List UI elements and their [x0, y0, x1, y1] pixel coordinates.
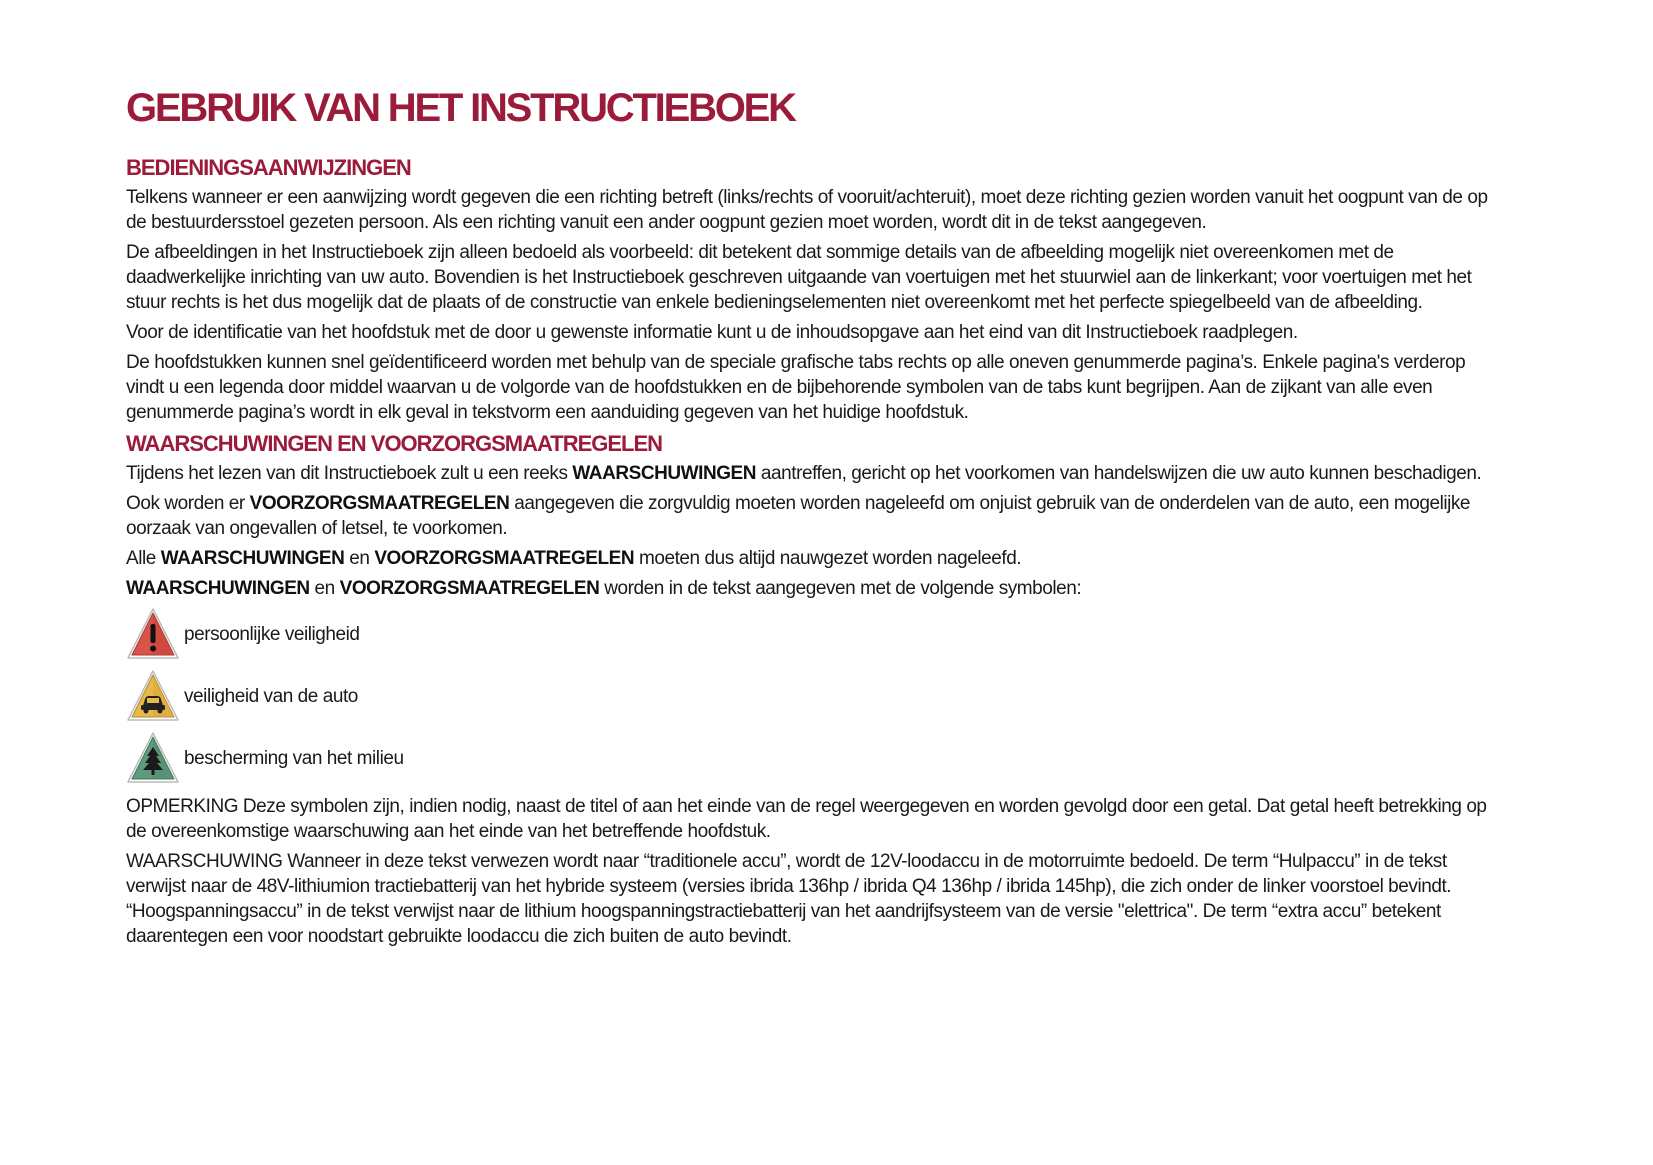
paragraph: WAARSCHUWINGEN en VOORZORGSMAATREGELEN worden in de tekst aangegeven met de volgende symbolen: [126, 578, 1082, 599]
page-title: GEBRUIK VAN HET INSTRUCTIEBOEK [126, 86, 795, 130]
paragraph: Alle WAARSCHUWINGEN en VOORZORGSMAATREGELEN moeten dus altijd nauwgezet worden nageleefd. [126, 548, 1022, 569]
section-heading-operating-instructions: BEDIENINGSAANWIJZINGEN [126, 155, 411, 180]
paragraph: Tijdens het lezen van dit Instructieboek zult u een reeks WAARSCHUWINGEN aantreffen, gericht op het voorkomen van handelswijzen die uw auto kunnen beschadigen. [126, 463, 1482, 484]
symbol-label: persoonlijke veiligheid [184, 623, 360, 645]
symbol-label: veiligheid van de auto [184, 685, 358, 707]
paragraph: De afbeeldingen in het Instructieboek zijn alleen bedoeld als voorbeeld: dit betekent dat sommige details van de afbeelding mogelijk niet overeenkomen met de daadwerkelijke inrichting van uw auto. Bovendien is het Instructieboek geschreven uitgaande van voertuigen met het stuurwiel aan de linkerkant; voor voertuigen met het stuur rechts is het dus mogelijk dat de plaats of de constructie van enkele bedieningselementen niet overeenkomt met het perfecte spiegelbeeld van de afbeelding. [126, 242, 1472, 313]
paragraph: Ook worden er VOORZORGSMAATREGELEN aangegeven die zorgvuldig moeten worden nageleefd om onjuist gebruik van de onderdelen van de auto, een mogelijke oorzaak van ongevallen of letsel, te voorkomen. [126, 493, 1471, 539]
symbol-row-vehicle-safety [126, 668, 1501, 724]
section-heading-warnings: WAARSCHUWINGEN EN VOORZORGSMAATREGELEN [126, 431, 663, 456]
warning-triangle-yellow-car-icon [126, 668, 180, 724]
symbol-row-personal-safety [126, 606, 1501, 662]
symbol-label: bescherming van het milieu [184, 747, 404, 769]
paragraph: Telkens wanneer er een aanwijzing wordt gegeven die een richting betreft (links/rechts of vooruit/achteruit), moet deze richting gezien worden vanuit het oogpunt van de op de bestuurdersstoel gezeten persoon. Als een richting vanuit een ander oogpunt gezien moet worden, wordt dit in de tekst aangegeven. [126, 187, 1488, 233]
warning-triangle-green-tree-icon [126, 730, 180, 786]
bold-term: WAARSCHUWINGEN [160, 548, 345, 569]
symbol-row-environment [126, 730, 1501, 786]
warning-triangle-red-exclamation-icon [126, 606, 180, 662]
bold-term: WAARSCHUWINGEN [126, 578, 310, 599]
bold-term: WAARSCHUWINGEN [572, 463, 757, 484]
bold-term: VOORZORGSMAATREGELEN [339, 578, 600, 599]
manual-page [126, 82, 1501, 954]
paragraph: De hoofdstukken kunnen snel geïdentificeerd worden met behulp van de speciale grafische tabs rechts op alle oneven genummerde pagina’s. Enkele pagina's verderop vindt u een legenda door middel waarvan u de volgorde van de hoofdstukken en de bijbehorende symbolen van de tabs kunt begrijpen. Aan de zijkant van alle even genummerde pagina’s wordt in elk geval in tekstvorm een aanduiding gegeven van het huidige hoofdstuk. [126, 352, 1466, 423]
bold-term: VOORZORGSMAATREGELEN [249, 493, 510, 514]
note-paragraph: OPMERKING Deze symbolen zijn, indien nodig, naast de titel of aan het einde van de regel weergegeven en worden gevolgd door een getal. Dat getal heeft betrekking op de overeenkomstige waarschuwing aan het einde van het betreffende hoofdstuk. [126, 796, 1487, 842]
bold-term: VOORZORGSMAATREGELEN [374, 548, 635, 569]
paragraph: Voor de identificatie van het hoofdstuk met de door u gewenste informatie kunt u de inhoudsopgave aan het eind van dit Instructieboek raadplegen. [126, 322, 1298, 343]
warning-paragraph: WAARSCHUWING Wanneer in deze tekst verwezen wordt naar “traditionele accu”, wordt de 12V-loodaccu in de motorruimte bedoeld. De term “Hulpaccu” in de tekst verwijst naar de 48V-lithiumion tractiebatterij van het hybride systeem (versies ibrida 136hp / ibrida Q4 136hp / ibrida 145hp), die zich onder de linker voorstoel bevindt. “Hoogspanningsaccu” in de tekst verwijst naar de lithium hoogspanningstractiebatterij van het aandrijfsysteem van de versie "elettrica". De term “extra accu” betekent daarentegen een voor noodstart gebruikte loodaccu die zich buiten de auto bevindt. [126, 851, 1452, 947]
